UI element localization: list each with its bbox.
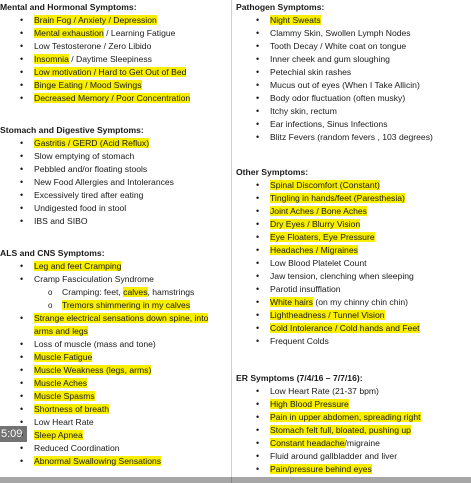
item-text: Tooth Decay / White coat on tongue	[270, 41, 407, 51]
list-item	[236, 437, 471, 450]
list-item	[0, 429, 228, 442]
item-text: Fluid around gallbladder and liver	[270, 451, 398, 461]
list-item	[236, 231, 471, 244]
highlighted-text: Decreased Memory / Poor Concentration	[34, 93, 191, 103]
highlighted-text: Muscle Spasms	[34, 391, 95, 401]
item-text: Pebbled and/or floating stools	[34, 164, 148, 174]
item-text: Low Heart Rate	[34, 417, 94, 427]
item-text: Low Blood Platelet Count	[270, 258, 367, 268]
symptom-list	[0, 14, 228, 105]
highlighted-text: Gastritis / GERD (Acid Reflux)	[34, 138, 150, 148]
section-title: ALS and CNS Symptoms:	[0, 248, 105, 258]
highlighted-text: Pain/pressure behind eyes	[270, 464, 372, 474]
item-text: Parotid insufflation	[270, 284, 341, 294]
list-item	[0, 442, 228, 455]
item-text: Low Heart Rate (21-37 bpm)	[270, 386, 379, 396]
item-text: Loss of muscle (mass and tone)	[34, 339, 156, 349]
item-text: New Food Allergies and Intolerances	[34, 177, 174, 187]
list-item	[0, 176, 228, 189]
list-item	[236, 296, 471, 309]
item-text: Reduced Coordination	[34, 443, 120, 453]
list-item	[0, 14, 228, 27]
list-item	[236, 463, 471, 476]
pathogen-section	[236, 1, 471, 144]
highlighted-text: Joint Aches / Bone Aches	[270, 206, 367, 216]
section-title: Other Symptoms:	[236, 167, 309, 177]
highlighted-text: White hairs	[270, 297, 313, 307]
item-text: Blitz Fevers (random fevers , 103 degrees)	[270, 132, 433, 142]
highlighted-text: Cold Intolerance / Cold hands and Feet	[270, 323, 420, 333]
list-item	[236, 131, 471, 144]
item-text: Petechial skin rashes	[270, 67, 352, 77]
highlighted-text: Leg and feet Cramping	[34, 261, 122, 271]
highlighted-text: Lightheadness / Tunnel Vision	[270, 310, 385, 320]
item-text: Excessively tired after eating	[34, 190, 144, 200]
list-item	[0, 163, 228, 176]
list-item	[0, 260, 228, 273]
item-text: Slow emptying of stomach	[34, 151, 135, 161]
list-item	[0, 351, 228, 364]
highlighted-text: Pain in upper abdomen, spreading right	[270, 412, 421, 422]
section-title: Pathogen Symptoms:	[236, 2, 325, 12]
section-title: Mental and Hormonal Symptoms:	[0, 2, 137, 12]
section-title: Stomach and Digestive Symptoms:	[0, 125, 144, 135]
column-divider	[231, 0, 232, 483]
highlighted-text: Night Sweats	[270, 15, 321, 25]
list-item	[0, 364, 228, 377]
symptom-list	[0, 260, 228, 468]
highlighted-text: Tremors shimmering in my calves	[62, 300, 191, 310]
symptom-list	[0, 137, 228, 228]
item-text: Itchy skin, rectum	[270, 106, 337, 116]
list-item	[0, 390, 228, 403]
item-text: Frequent Colds	[270, 336, 329, 346]
er-section	[236, 372, 471, 476]
list-item	[236, 218, 471, 231]
item-text: Low Testosterone / Zero Libido	[34, 41, 152, 51]
list-item	[236, 424, 471, 437]
list-item	[236, 105, 471, 118]
list-item	[236, 40, 471, 53]
highlighted-text: Insomnia	[34, 54, 69, 64]
highlighted-text: Muscle Fatigue	[34, 352, 93, 362]
highlighted-text: Low motivation / Hard to Get Out of Bed	[34, 67, 187, 77]
highlighted-text: Constant headache	[270, 438, 345, 448]
item-text: Mucus out of eyes (When I Take Allicin)	[270, 80, 420, 90]
item-text: Body odor fluctuation (often musky)	[270, 93, 406, 103]
symptom-list	[236, 14, 471, 144]
list-item	[0, 286, 228, 299]
list-item	[0, 299, 228, 312]
stomach-digestive-section	[0, 124, 228, 228]
list-item	[236, 385, 471, 398]
highlighted-text: Eye Floaters, Eye Pressure	[270, 232, 375, 242]
als-cns-section	[0, 247, 228, 468]
list-item	[236, 92, 471, 105]
list-item	[236, 53, 471, 66]
highlighted-text: Brain Fog / Anxiety / Depression	[34, 15, 157, 25]
list-item	[0, 273, 228, 286]
list-item	[0, 403, 228, 416]
list-item	[236, 257, 471, 270]
item-text: Ear infections, Sinus Infections	[270, 119, 388, 129]
list-item	[0, 312, 228, 338]
highlighted-text: Binge Eating / Mood Swings	[34, 80, 142, 90]
list-item	[0, 40, 228, 53]
list-item	[0, 377, 228, 390]
video-timestamp: 5:09	[0, 426, 27, 442]
symptom-list	[236, 385, 471, 476]
list-item	[236, 205, 471, 218]
list-item	[0, 338, 228, 351]
video-scrub-overlay[interactable]	[0, 477, 471, 483]
other-section	[236, 166, 471, 348]
list-item	[0, 416, 228, 429]
item-text: Inner cheek and gum sloughing	[270, 54, 390, 64]
list-item	[0, 189, 228, 202]
symptom-list	[236, 179, 471, 348]
list-item	[236, 192, 471, 205]
list-item	[236, 322, 471, 335]
item-text: Cramp Fasciculation Syndrome	[34, 274, 154, 284]
list-item	[236, 450, 471, 463]
item-text: (on my chinny chin chin)	[312, 297, 409, 307]
highlighted-text: Abnormal Swallowing Sensations	[34, 456, 162, 466]
list-item	[0, 53, 228, 66]
highlighted-text: Strange electrical sensations down spine, into arms and legs	[34, 313, 209, 336]
item-text: IBS and SIBO	[34, 216, 88, 226]
right-column	[236, 0, 471, 474]
list-item	[236, 14, 471, 27]
list-item	[0, 150, 228, 163]
list-item	[236, 398, 471, 411]
highlighted-text: Sleep Apnea	[34, 430, 83, 440]
list-item	[236, 270, 471, 283]
list-item	[236, 283, 471, 296]
highlighted-text: Shortness of breath	[34, 404, 110, 414]
list-item	[236, 27, 471, 40]
list-item	[0, 202, 228, 215]
list-item	[236, 118, 471, 131]
highlighted-text: Muscle Aches	[34, 378, 88, 388]
list-item	[0, 79, 228, 92]
item-text: / Daytime Sleepiness	[68, 54, 152, 64]
list-item	[236, 66, 471, 79]
list-item	[0, 137, 228, 150]
list-item	[236, 179, 471, 192]
highlighted-text: Tingling in hands/feet (Paresthesia)	[270, 193, 405, 203]
item-text: / Learning Fatigue	[103, 28, 176, 38]
highlighted-text: Headaches / Migraines	[270, 245, 358, 255]
highlighted-text: calves	[123, 287, 148, 297]
list-item	[0, 92, 228, 105]
highlighted-text: Spinal Discomfort (Constant)	[270, 180, 380, 190]
list-item	[236, 335, 471, 348]
highlighted-text: Mental exhaustion	[34, 28, 104, 38]
list-item	[236, 79, 471, 92]
item-text: Jaw tension, clenching when sleeping	[270, 271, 414, 281]
section-title: ER Symptoms (7/4/16 – 7/7/16):	[236, 373, 363, 383]
item-text: , hamstrings	[147, 287, 195, 297]
item-text: Cramping: feet,	[62, 287, 124, 297]
highlighted-text: Muscle Weakness (legs, arms)	[34, 365, 152, 375]
list-item	[0, 215, 228, 228]
list-item	[236, 411, 471, 424]
item-text: Undigested food in stool	[34, 203, 127, 213]
list-item	[236, 244, 471, 257]
mental-hormonal-section	[0, 1, 228, 105]
list-item	[0, 27, 228, 40]
list-item	[0, 455, 228, 468]
item-text: /migraine	[344, 438, 380, 448]
item-text: Clammy Skin, Swollen Lymph Nodes	[270, 28, 411, 38]
list-item	[236, 309, 471, 322]
highlighted-text: Dry Eyes / Blurry Vision	[270, 219, 361, 229]
list-item	[0, 66, 228, 79]
highlighted-text: High Blood Pressure	[270, 399, 349, 409]
highlighted-text: Stomach felt full, bloated, pushing up	[270, 425, 411, 435]
